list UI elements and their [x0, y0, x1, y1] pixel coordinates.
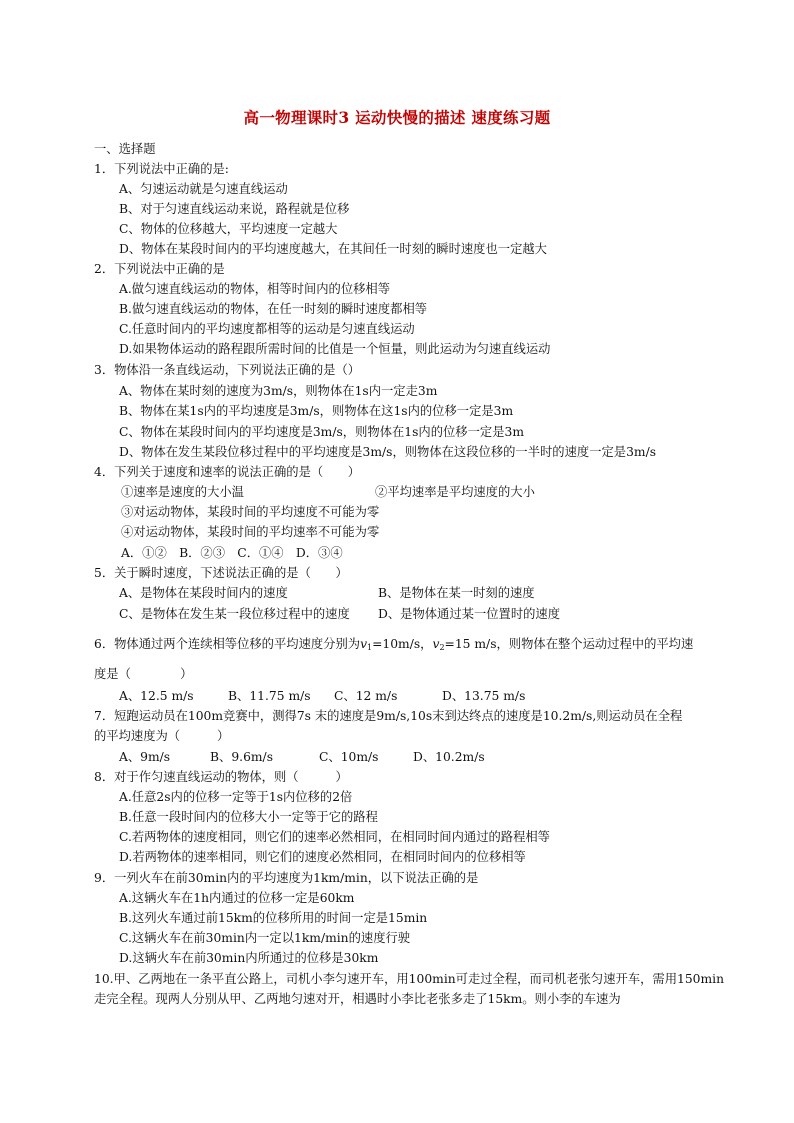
q8-option-d: D.若两物体的速率相同，则它们的速度必然相同，在相同时间内的位移相等: [119, 850, 526, 864]
q6-stem-mid: =10m/s，: [372, 637, 433, 651]
q7-option-b: B、9.6m/s: [210, 750, 274, 764]
q6-option-d: D、13.75 m/s: [442, 689, 526, 703]
q4-statement-2: ②平均速率是平均速度的大小: [375, 485, 535, 499]
q7-stem: 7．短跑运动员在100m竞赛中，测得7s 末的速度是9m/s,10s末到达终点的速度是10.2m/s,则运动员在全程: [94, 709, 683, 723]
q9-option-a: A.这辆火车在1h内通过的位移一定是60km: [119, 891, 355, 905]
q4-statement-4: ④对运动物体，某段时间的平均速率不可能为零: [121, 525, 380, 539]
q6-stem: [94, 636, 693, 656]
page-title: 高一物理课时3 运动快慢的描述 速度练习题: [243, 108, 551, 127]
q8-option-a: A.任意2s内的位移一定等于1s内位移的2倍: [119, 790, 353, 804]
q6-stem-post: =15 m/s，则物体在整个运动过程中的平均速: [444, 637, 694, 651]
q5-option-d: D、是物体通过某一位置时的速度: [378, 607, 561, 621]
q7-option-d: D、10.2m/s: [413, 750, 485, 764]
q2-option-d: D.如果物体运动的路程跟所需时间的比值是一个恒量，则此运动为匀速直线运动: [119, 342, 551, 356]
q5-option-b: B、是物体在某一时刻的速度: [378, 586, 535, 600]
q4-stem: 4．下列关于速度和速率的说法正确的是（ ）: [94, 465, 361, 479]
v1-symbol: v: [360, 637, 368, 651]
q9-option-c: C.这辆火车在前30min内一定以1km/min的速度行驶: [119, 931, 411, 945]
q1-stem: 1．下列说法中正确的是:: [94, 162, 229, 176]
q2-option-b: B.做匀速直线运动的物体，在任一时刻的瞬时速度都相等: [119, 302, 428, 316]
q1-option-b: B、对于匀速直线运动来说，路程就是位移: [119, 202, 350, 216]
q4-statement-1: ①速率是速度的大小温: [121, 485, 244, 499]
q1-option-a: A、匀速运动就是匀速直线运动: [119, 182, 288, 196]
q8-option-c: C.若两物体的速度相同，则它们的速率必然相同，在相同时间内通过的路程相等: [119, 830, 550, 844]
q9-option-d: D.这辆火车在前30min内所通过的位移是30km: [119, 951, 379, 965]
q2-stem: 2．下列说法中正确的是: [94, 262, 225, 276]
v2-symbol: v: [432, 637, 440, 651]
q3-option-d: D、物体在发生某段位移过程中的平均速度是3m/s，则物体在这段位移的一半时的速度一定是3m/s: [119, 445, 657, 459]
q2-option-a: A.做匀速直线运动的物体，相等时间内的位移相等: [119, 282, 391, 296]
q6-option-a: A、12.5 m/s: [119, 689, 194, 703]
q10-line-2: 走完全程。现两人分别从甲、乙两地匀速对开，相遇时小李比老张多走了15km。则小李的车速为: [94, 992, 621, 1006]
q9-stem: 9．一列火车在前30min内的平均速度为1km/min，以下说法正确的是: [94, 871, 479, 885]
q7-option-a: A、9m/s: [119, 750, 171, 764]
q3-stem: 3．物体沿一条直线运动，下列说法正确的是（）: [94, 363, 361, 377]
q5-option-c: C、是物体在发生某一段位移过程中的速度: [119, 607, 350, 621]
q6-stem-pre: 6．物体通过两个连续相等位移的平均速度分别为: [94, 637, 361, 651]
q3-option-a: A、物体在某时刻的速度为3m/s，则物体在1s内一定走3m: [119, 384, 438, 398]
v1-subscript: 1: [367, 643, 373, 652]
q10-line-1: 10.甲、乙两地在一条平直公路上，司机小李匀速开车，用100min可走过全程，而司机老张匀速开车，需用150min: [94, 972, 724, 986]
q4-statement-3: ③对运动物体，某段时间的平均速度不可能为零: [121, 505, 380, 519]
q3-option-b: B、物体在某1s内的平均速度是3m/s，则物体在这1s内的位移一定是3m: [119, 404, 514, 418]
q5-stem: 5．关于瞬时速度，下述说法正确的是（ ）: [94, 566, 348, 580]
q6-stem-cont: 度是（ ）: [94, 667, 193, 681]
q1-option-d: D、物体在某段时间内的平均速度越大，在其间任一时刻的瞬时速度也一定越大: [119, 242, 547, 256]
q7-stem-cont: 的平均速度为（ ）: [94, 729, 230, 743]
q6-option-b: B、11.75 m/s: [228, 689, 311, 703]
q8-option-b: B.任意一段时间内的位移大小一定等于它的路程: [119, 810, 378, 824]
q6-option-c: C、12 m/s: [334, 689, 398, 703]
section-heading: 一、选择题: [94, 142, 156, 156]
q4-options: A．①② B．②③ C．①④ D．③④: [121, 546, 343, 560]
q9-option-b: B.这列火车通过前15km的位移所用的时间一定是15min: [119, 911, 428, 925]
q3-option-c: C、物体在某段时间内的平均速度是3m/s，则物体在1s内的位移一定是3m: [119, 425, 524, 439]
q7-option-c: C、10m/s: [319, 750, 379, 764]
q1-option-c: C、物体的位移越大，平均速度一定越大: [119, 222, 338, 236]
q8-stem: 8．对于作匀速直线运动的物体，则（ ）: [94, 770, 348, 784]
v2-subscript: 2: [439, 643, 445, 652]
q2-option-c: C.任意时间内的平均速度都相等的运动是匀速直线运动: [119, 322, 415, 336]
q5-option-a: A、是物体在某段时间内的速度: [119, 586, 288, 600]
